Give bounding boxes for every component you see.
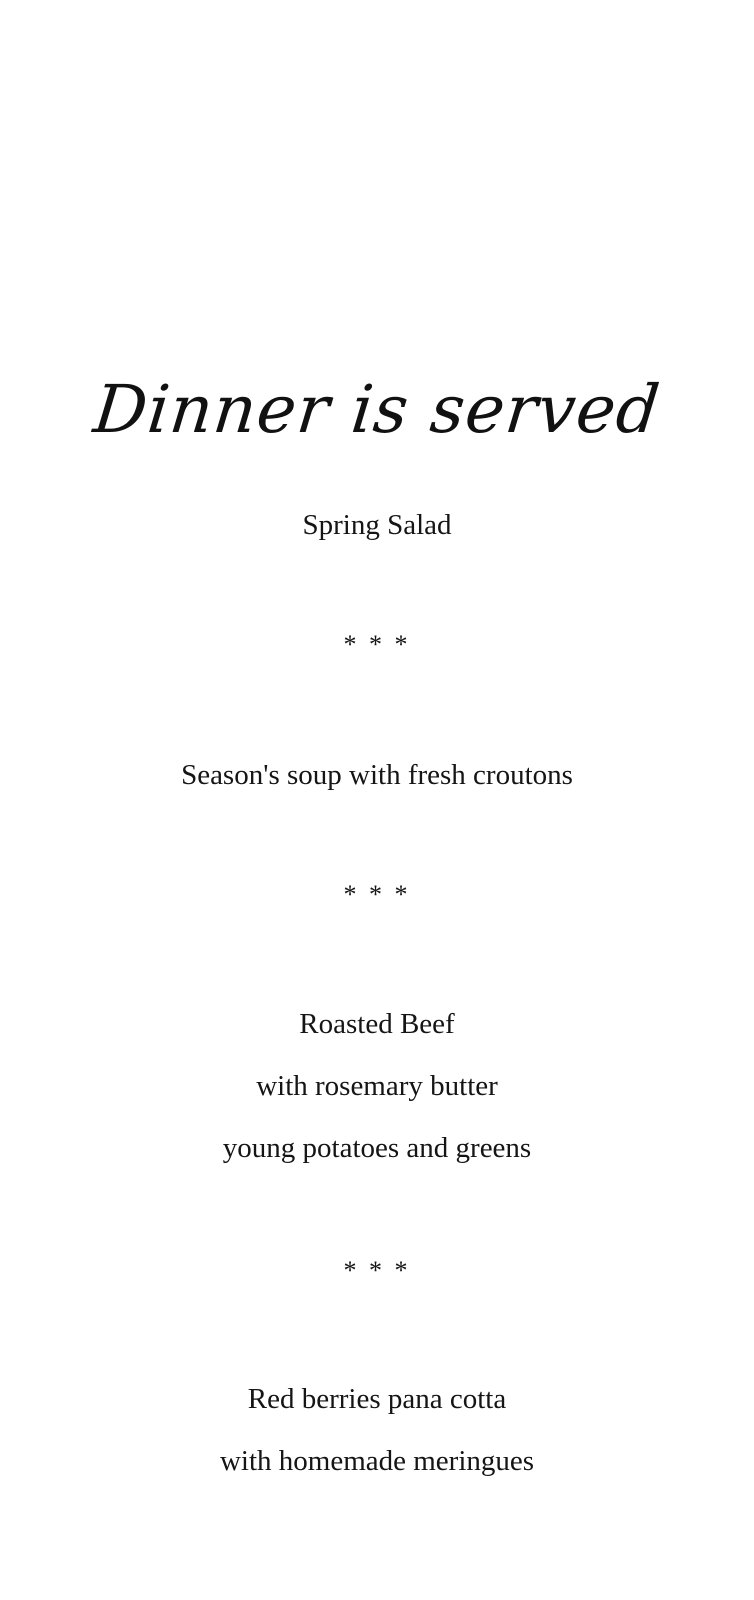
course-separator: * * * [343,630,411,659]
course-roasted-beef-detail: with rosemary butter [256,1070,498,1102]
course-separator: * * * [343,1256,411,1285]
menu-title: Dinner is served [90,371,664,448]
course-soup: Season's soup with fresh croutons [181,759,573,791]
course-separator: * * * [343,880,411,909]
course-pana-cotta: Red berries pana cotta [247,1383,507,1415]
course-pana-cotta-detail: with homemade meringues [219,1445,535,1477]
course-roasted-beef-sides: young potatoes and greens [222,1132,532,1164]
course-roasted-beef: Roasted Beef [299,1008,455,1040]
course-spring-salad: Spring Salad [302,509,452,541]
